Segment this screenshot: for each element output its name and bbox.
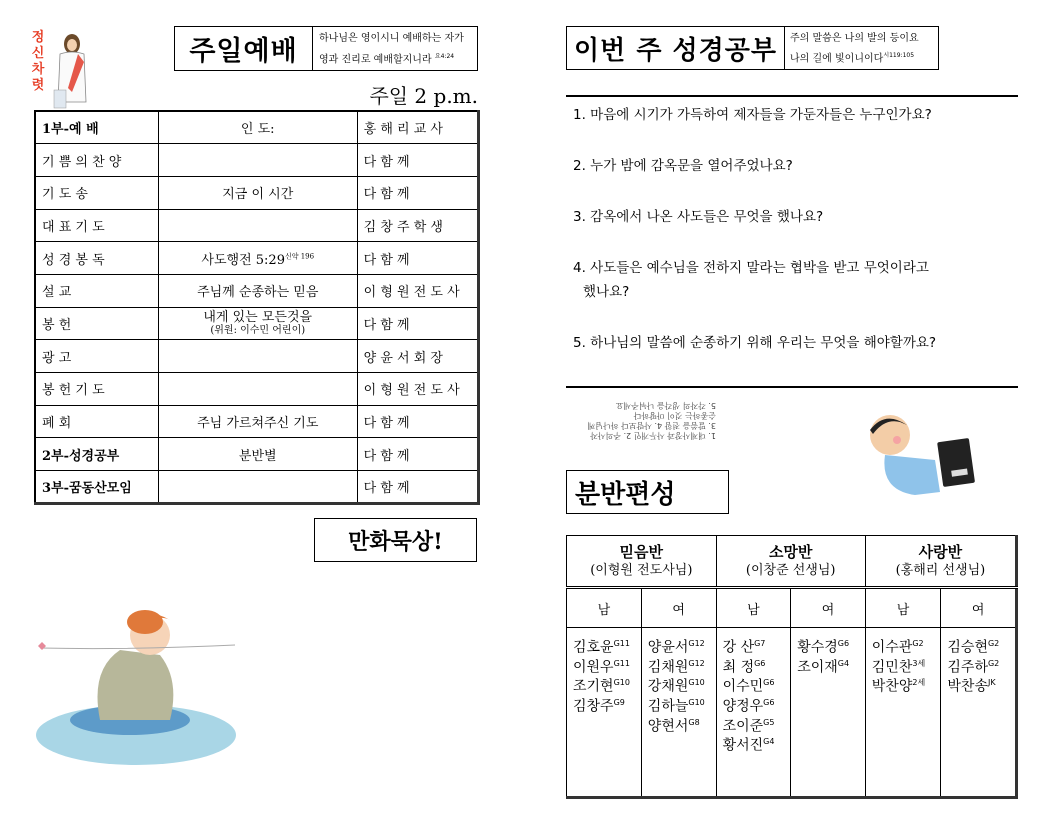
question-5: 5. 하나님의 말씀에 순종하기 위해 우리는 무엇을 해야할까요?: [573, 335, 937, 351]
table-row: [35, 438, 479, 471]
order-leader: 홍 해 리 교 사: [357, 111, 478, 144]
table-row: [567, 588, 1017, 628]
answer-line: 5. 각자의 생각을 나눠주세요: [615, 401, 716, 410]
order-detail: 주님께 순종하는 믿음: [158, 274, 357, 307]
table-row: [567, 628, 1017, 798]
student-name: 조기현$^{G10}$: [573, 678, 630, 695]
boy-in-water-illustration-icon: [30, 570, 242, 770]
question-4-line1: 4. 사도들은 예수님을 전하지 말라는 협박을 받고 무엇이라고: [573, 260, 929, 276]
student-name: 김하늘$^{G10}$: [647, 697, 705, 715]
answer-line: 순종하는 것이 마땅하다: [633, 411, 716, 420]
order-detail: 주님 가르쳐주신 기도: [158, 405, 357, 438]
group-header: [716, 536, 865, 588]
table-row: [35, 144, 479, 177]
table-row: [35, 405, 479, 438]
order-item: 광 고: [35, 340, 158, 373]
order-leader: 다 함 께: [357, 438, 478, 471]
order-leader: 다 함 께: [357, 471, 478, 504]
student-name: 박찬송$^{JK}$: [947, 678, 996, 695]
student-name: 양윤서$^{G12}$: [647, 639, 705, 656]
student-name: 조이재$^{G4}$: [797, 658, 850, 676]
question-2: 2. 누가 밤에 감옥문을 열어주었나요?: [573, 158, 793, 174]
class-assignment-table: [566, 535, 1018, 799]
group-teacher: (이형원 전도사님): [590, 563, 693, 578]
order-detail: [158, 144, 357, 177]
order-leader: 다 함 께: [357, 405, 478, 438]
offering-committee: (위원: 이수민 어린이): [210, 325, 306, 337]
student-name: 김호윤$^{G11}$: [573, 639, 630, 656]
order-detail: [158, 471, 357, 504]
order-item: 기 쁨 의 찬 양: [35, 144, 158, 177]
cartoon-meditation-title: 만화묵상!: [314, 518, 477, 562]
worship-verse: [313, 27, 477, 70]
male-label: 남: [865, 588, 941, 628]
table-row: [35, 242, 479, 275]
side-caption-char: 정: [31, 30, 45, 45]
order-leader: 양 윤 서 회 장: [357, 340, 478, 373]
female-label: 여: [941, 588, 1017, 628]
bible-study-verse: [785, 27, 938, 69]
worship-title: 주일예배: [175, 27, 313, 70]
student-name: 김창주$^{G9}$: [573, 697, 625, 715]
child-reading-bible-illustration-icon: [845, 400, 995, 505]
group-name: 믿음반: [619, 543, 664, 561]
student-list: [567, 628, 642, 798]
male-label: 남: [716, 588, 791, 628]
order-leader: 다 함 께: [357, 307, 478, 340]
order-detail: 인 도:: [158, 111, 357, 144]
male-label: 남: [567, 588, 642, 628]
group-teacher: (홍해리 선생님): [895, 563, 986, 578]
student-name: 이수민$^{G6}$: [722, 678, 775, 695]
student-name: 김주하$^{G2}$: [947, 658, 1000, 676]
class-assignment-title: 분반편성: [566, 470, 729, 514]
student-name: 황서진$^{G4}$: [722, 737, 775, 754]
question-3: 3. 감옥에서 나온 사도들은 무엇을 했나요?: [573, 209, 824, 225]
order-item: 기 도 송: [35, 176, 158, 209]
order-item: 2부-성경공부: [35, 438, 158, 471]
female-label: 여: [641, 588, 716, 628]
question-1: 1. 마음에 시기가 가득하여 제자들을 가둔자들은 누구인가요?: [573, 107, 932, 123]
student-list: [791, 628, 866, 798]
table-row: [35, 373, 479, 406]
female-label: 여: [791, 588, 866, 628]
table-row: [35, 111, 479, 144]
order-item: 폐 회: [35, 405, 158, 438]
student-list: [641, 628, 716, 798]
student-name: 황수경$^{G6}$: [797, 639, 850, 656]
table-row: [35, 471, 479, 504]
order-leader: 이 형 원 전 도 사: [357, 274, 478, 307]
order-detail: [158, 209, 357, 242]
student-name: 박찬양$^{2세}$: [871, 678, 926, 695]
scripture-page: 신약 196: [284, 252, 315, 261]
order-item: 설 교: [35, 274, 158, 307]
group-name: 사랑반: [918, 543, 963, 561]
side-caption-char: 신: [31, 46, 45, 61]
order-leader: 다 함 께: [357, 242, 478, 275]
answer-line: 1. 대제사장과 사두개인 2. 주의사자: [590, 431, 716, 440]
order-leader: 다 함 께: [357, 176, 478, 209]
student-name: 양현서$^{G8}$: [647, 717, 700, 735]
table-row: [35, 274, 479, 307]
order-leader: 다 함 께: [357, 144, 478, 177]
student-list: [941, 628, 1017, 798]
table-row: [35, 209, 479, 242]
verse-ref: 요4:24: [434, 53, 455, 60]
worship-order-table: [34, 110, 480, 505]
student-name: 김민찬$^{3세}$: [871, 658, 926, 676]
scripture-ref: 사도행전 5:29: [201, 252, 285, 268]
order-leader: 이 형 원 전 도 사: [357, 373, 478, 406]
student-name: 김승현$^{G2}$: [947, 639, 1000, 656]
table-row: [35, 340, 479, 373]
bible-study-title-box: [566, 26, 939, 70]
side-caption: [30, 30, 46, 94]
order-leader: 김 창 주 학 생: [357, 209, 478, 242]
order-detail: [158, 340, 357, 373]
group-header: [567, 536, 717, 588]
divider: [566, 386, 1018, 388]
offering-song: 내게 있는 모든것을: [203, 310, 313, 326]
table-row: [35, 307, 479, 340]
study-questions: [573, 103, 1013, 382]
verse-line: 주의 말씀은 나의 발의 등이요: [790, 33, 919, 44]
verse-ref: 시119:105: [883, 52, 915, 59]
question-4: [573, 256, 1013, 304]
order-item: 1부-예 배: [35, 111, 158, 144]
verse-line: 영과 진리로 예배할지니라: [319, 54, 432, 66]
answer-line: 3. 말씀을 전함 4. 사람보다 하나님께: [587, 421, 716, 430]
order-item: 성 경 봉 독: [35, 242, 158, 275]
order-detail: 지금 이 시간: [158, 176, 357, 209]
bible-study-title: 이번 주 성경공부: [567, 27, 785, 69]
order-detail: [158, 242, 357, 275]
student-list: [716, 628, 791, 798]
upside-down-answers: [566, 400, 716, 440]
divider: [566, 95, 1018, 97]
table-row: [35, 176, 479, 209]
order-detail: [158, 373, 357, 406]
student-name: 강 산$^{G7}$: [722, 639, 766, 656]
question-4-line2: 했나요?: [583, 284, 630, 300]
group-header: [865, 536, 1016, 588]
table-row: [567, 536, 1017, 588]
service-time: 주일 2 p.m.: [369, 84, 478, 108]
side-caption-char: 차: [31, 62, 45, 77]
student-name: 김채원$^{G12}$: [647, 658, 705, 676]
order-item: 3부-꿈동산모임: [35, 471, 158, 504]
jesus-illustration-icon: [50, 32, 92, 112]
order-item: 대 표 기 도: [35, 209, 158, 242]
order-detail: [158, 307, 357, 340]
student-name: 강채원$^{G10}$: [647, 678, 705, 695]
student-name: 이원우$^{G11}$: [573, 658, 630, 676]
student-name: 최 정$^{G6}$: [722, 658, 766, 676]
student-name: 이수관$^{G2}$: [871, 639, 924, 656]
student-name: 조이준$^{G5}$: [722, 717, 775, 735]
order-item: 봉 헌: [35, 307, 158, 340]
student-name: 양정우$^{G6}$: [722, 697, 775, 715]
student-list: [865, 628, 941, 798]
group-teacher: (이창준 선생님): [745, 563, 836, 578]
worship-title-box: [174, 26, 478, 71]
group-name: 소망반: [768, 543, 813, 561]
order-detail: 분반별: [158, 438, 357, 471]
side-caption-char: 렷: [31, 78, 45, 93]
verse-line: 나의 길에 빛이니이다: [790, 53, 884, 65]
verse-line: 하나님은 영이시니 예배하는 자가: [319, 33, 464, 44]
order-item: 봉 헌 기 도: [35, 373, 158, 406]
